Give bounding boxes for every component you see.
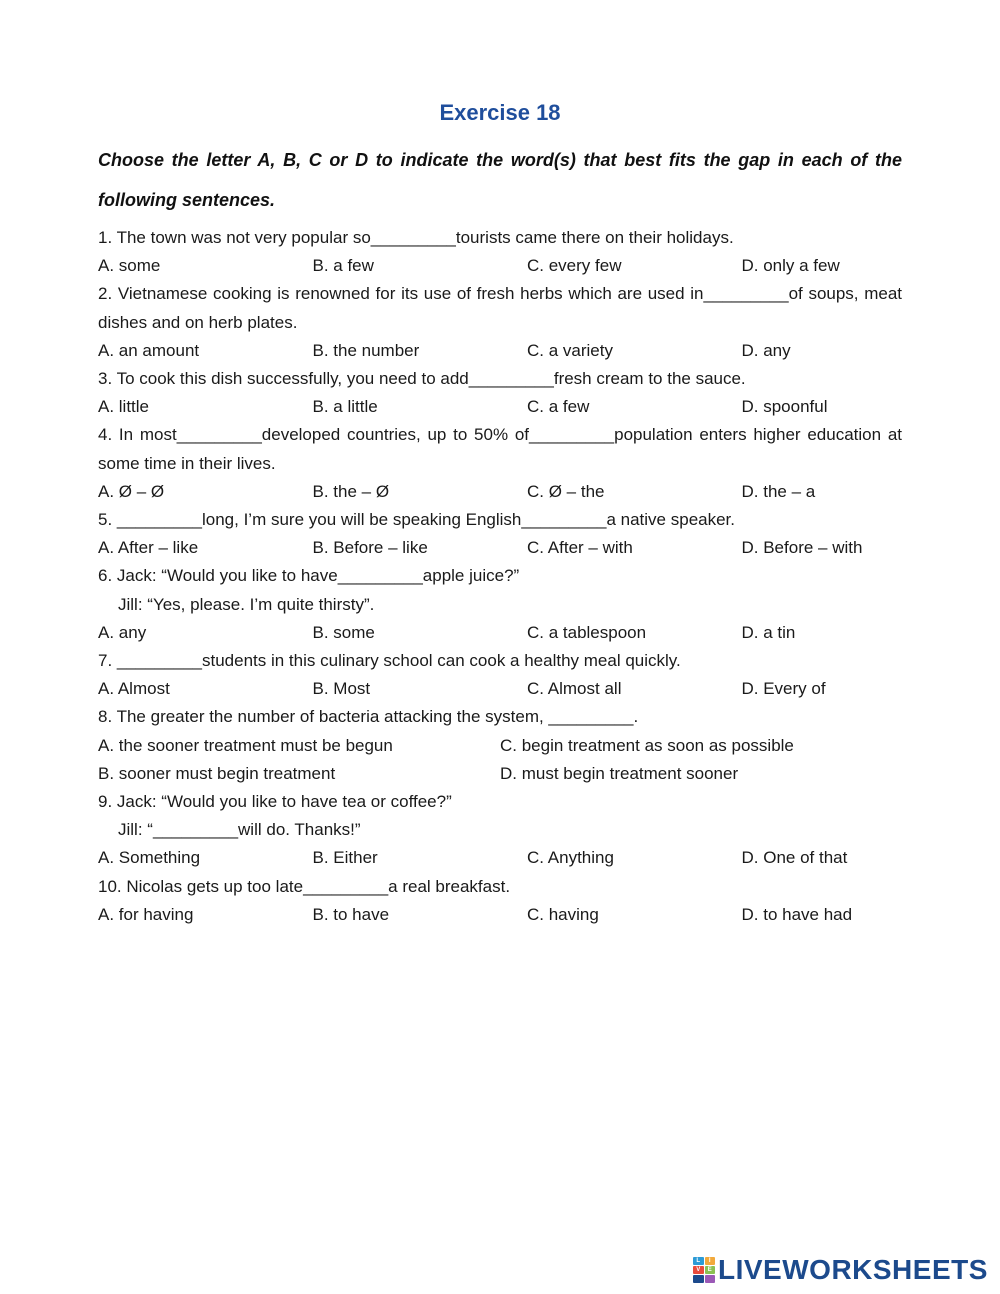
option-a[interactable]: A. some [98,256,161,276]
question-text: 6. Jack: “Would you like to have_________apple juice?” [98,566,520,586]
option-b[interactable]: B. the – Ø [312,481,390,501]
option-a[interactable]: A. After – like [98,538,199,558]
instructions: Choose the letter A, B, C or D to indicate the word(s) that best fits the gap in each of the following sentences. [98,150,902,210]
option-a[interactable]: A. Almost [98,679,170,699]
question-text: 1. The town was not very popular so_________tourists came there on their holidays. [98,228,734,247]
question-6 [98,562,902,647]
option-b[interactable]: B. some [312,622,375,642]
question-reply: Jill: “Yes, please. I’m quite thirsty”. [118,594,375,614]
option-a[interactable]: A. Ø – Ø [98,481,165,501]
logo-mark-cell: V [693,1266,704,1274]
question-text: 2. Vietnamese cooking is renowned for its use of fresh herbs which are used in_________of soups, meat dishes and on herb plates. [98,284,902,332]
option-c[interactable]: C. Anything [527,848,614,868]
option-d[interactable]: D. only a few [741,256,840,276]
option-c[interactable]: C. a tablespoon [527,622,647,642]
option-a[interactable]: A. Something [98,848,201,868]
option-d[interactable]: D. Every of [741,679,826,699]
question-text: 8. The greater the number of bacteria attacking the system, _________. [98,707,639,727]
options-row [98,844,902,872]
question-text: 9. Jack: “Would you like to have tea or coffee?” [98,792,452,812]
options-row [98,619,902,647]
option-d[interactable]: D. One of that [741,848,848,868]
question-text: 10. Nicolas gets up too late_________a real breakfast. [98,876,511,896]
logo-mark-cell [705,1275,716,1283]
option-b[interactable]: B. Either [312,848,378,868]
options-row [98,252,902,280]
question-1 [98,224,902,280]
options-row [98,901,902,929]
question-text: 7. _________students in this culinary school can cook a healthy meal quickly. [98,651,681,671]
question-9 [98,788,902,873]
option-d[interactable]: D. a tin [741,622,796,642]
question-8 [98,703,902,788]
options-row [98,478,902,506]
options-row [98,675,902,703]
question-list [98,224,902,929]
options-row [98,393,902,421]
question-text: 5. _________long, I’m sure you will be speaking English_________a native speaker. [98,510,736,530]
option-c[interactable]: C. begin treatment as soon as possible [500,735,794,755]
question-5 [98,506,902,562]
logo-mark-cell: L [693,1257,704,1265]
option-c[interactable]: C. a variety [527,340,613,360]
logo-mark-cell: E [705,1266,716,1274]
option-d[interactable]: D. spoonful [741,397,828,417]
option-d[interactable]: D. the – a [741,481,816,501]
question-text: 4. In most_________developed countries, up to 50% of_________population enters higher education at some time in their lives. [98,425,902,473]
question-2 [98,280,902,365]
liveworksheets-mark-icon [693,1257,715,1283]
logo-text: LIVEWORKSHEETS [718,1254,988,1285]
option-c[interactable]: C. After – with [527,538,633,558]
option-c[interactable]: C. having [527,904,599,924]
option-b[interactable]: B. sooner must begin treatment [98,763,336,783]
option-d[interactable]: D. any [741,340,791,360]
question-text: 3. To cook this dish successfully, you need to add_________fresh cream to the sauce. [98,369,746,389]
option-a[interactable]: A. for having [98,904,194,924]
option-d[interactable]: D. must begin treatment sooner [500,763,739,783]
question-7 [98,647,902,703]
question-10 [98,873,902,929]
options-row [98,534,902,562]
option-b[interactable]: B. Before – like [312,538,428,558]
exercise-title: Exercise 18 [439,100,561,125]
option-a[interactable]: A. an amount [98,340,200,360]
option-d[interactable]: D. Before – with [741,538,863,558]
question-3 [98,365,902,421]
option-b[interactable]: B. a little [312,397,378,417]
question-reply: Jill: “_________will do. Thanks!” [118,820,361,840]
option-b[interactable]: B. a few [312,256,374,276]
option-a[interactable]: A. the sooner treatment must be begun [98,735,393,755]
options-row [98,337,902,365]
option-b[interactable]: B. to have [312,904,390,924]
logo-mark-cell: I [705,1257,716,1265]
option-a[interactable]: A. any [98,622,147,642]
logo-mark-cell [693,1275,704,1283]
option-c[interactable]: C. Ø – the [527,481,605,501]
options-row [98,732,902,760]
option-c[interactable]: C. a few [527,397,590,417]
question-4 [98,421,902,506]
option-c[interactable]: C. Almost all [527,679,622,699]
option-b[interactable]: B. the number [312,340,420,360]
option-d[interactable]: D. to have had [741,904,853,924]
option-b[interactable]: B. Most [312,679,371,699]
options-row [98,760,902,788]
liveworksheets-logo [693,1255,988,1285]
option-c[interactable]: C. every few [527,256,622,276]
option-a[interactable]: A. little [98,397,150,417]
